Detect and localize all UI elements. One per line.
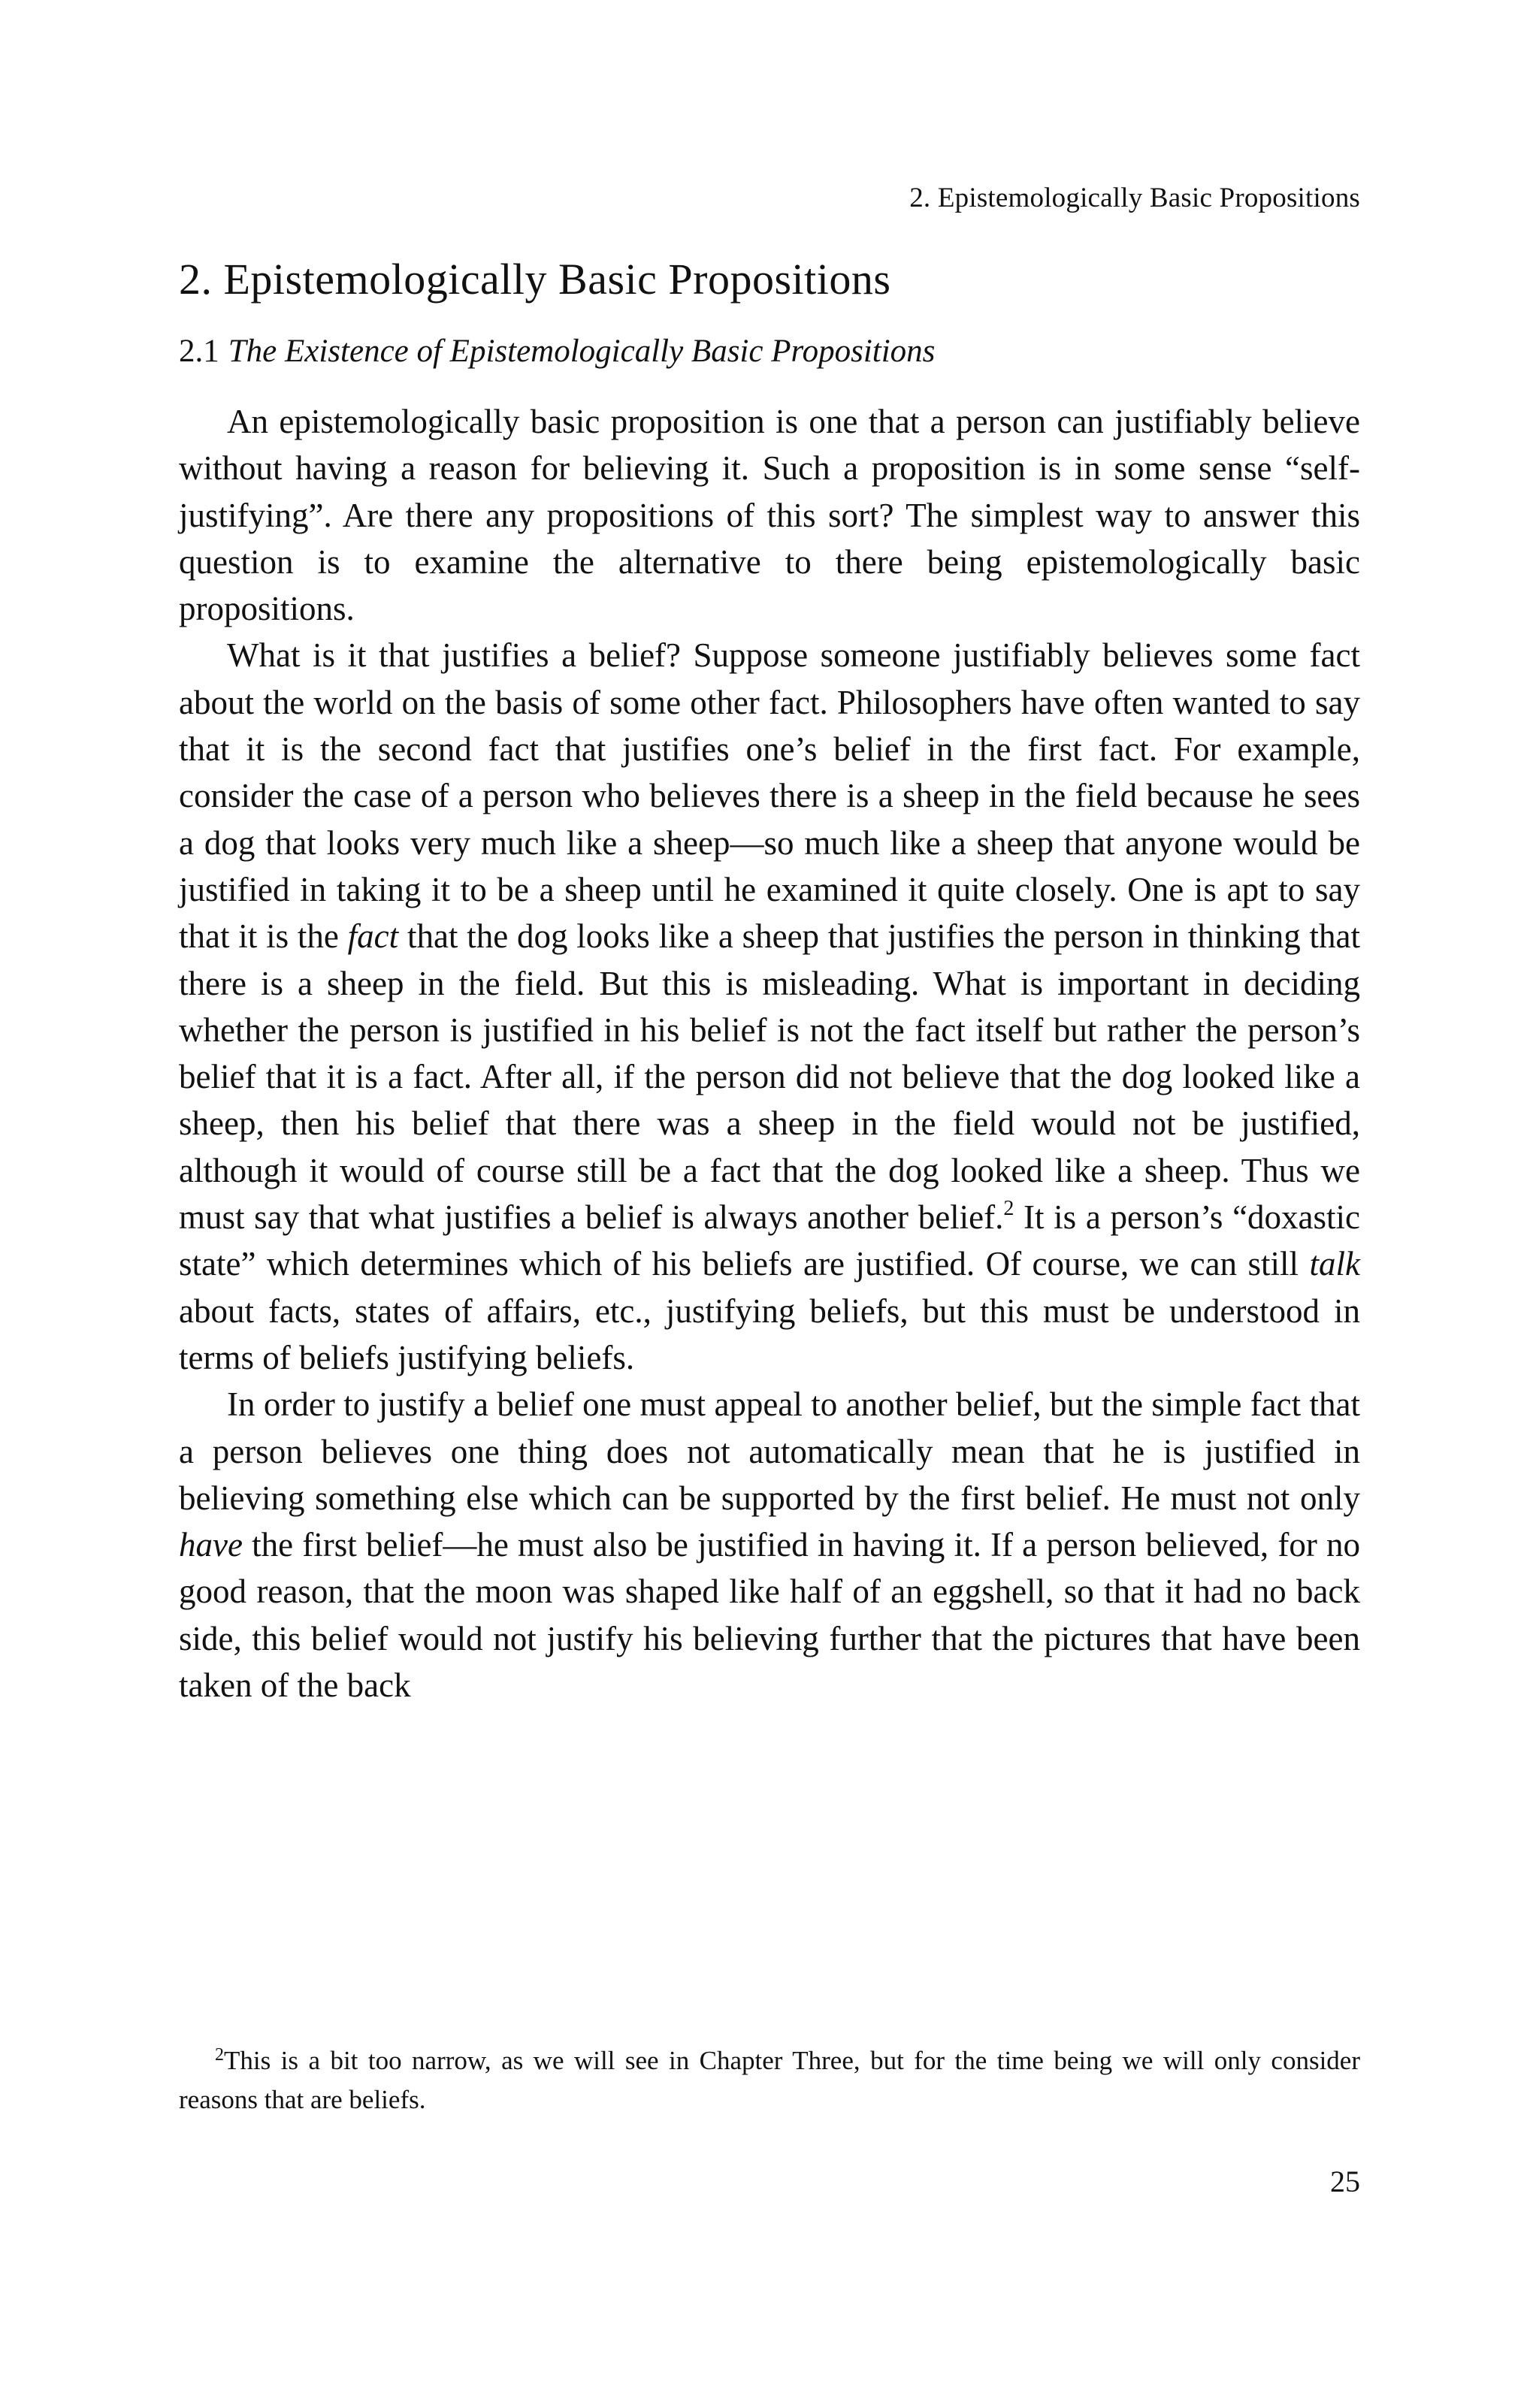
footnote xyxy=(179,2041,1360,2119)
footnote-reference[interactable]: 2 xyxy=(1003,1197,1014,1221)
paragraph-2-text-b: that the dog looks like a sheep that justifies the person in thinking that there is a sheep in the field. But this is misleading. What is important in deciding whether the person is justified in his belief is not the fact itself but rather the person’s belief that it is a fact. After all, if the person did not believe that the dog looked like a sheep, then his belief that there was a sheep in the field would not be justified, although it would of course still be a fact that the dog looked like a sheep. Thus we must say that what justifies a belief is always another belief. xyxy=(179,917,1361,1237)
footnote-paragraph xyxy=(179,2041,1360,2119)
emphasis-fact: fact xyxy=(347,917,399,956)
paragraph-2-text-d: about facts, states of affairs, etc., justifying beliefs, but this must be understood in terms of beliefs justifying beliefs. xyxy=(179,1292,1360,1376)
paragraph-3 xyxy=(179,1381,1360,1709)
subsection-heading xyxy=(179,333,935,370)
footnote-marker: 2 xyxy=(215,2045,224,2065)
subsection-number: 2.1 xyxy=(179,334,219,369)
page-number: 25 xyxy=(1330,2165,1360,2198)
running-header: 2. Epistemologically Basic Propositions xyxy=(909,183,1360,213)
paragraph-1 xyxy=(179,398,1360,632)
emphasis-talk: talk xyxy=(1309,1245,1360,1283)
paragraph-3-text-b: the first belief—he must also be justified in having it. If a person believed, for no good reason, that the moon was shaped like half of an eggshell, so that it had no back side, this belief would not justify his believing further that the pictures that have been taken of the back xyxy=(179,1526,1361,1705)
paragraph-2-text-a: What is it that justifies a belief? Suppose someone justifiably believes some fact about the world on the basis of some other fact. Philosophers have often wanted to say that it is the second fact that justifies one’s belief in the first fact. For example, consider the case of a person who believes there is a sheep in the field because he sees a dog that looks very much like a sheep—so much like a sheep that anyone would be justified in taking it to be a sheep until he examined it quite closely. One is apt to say that it is the xyxy=(179,636,1360,956)
paragraph-2-text-c: It is a person’s “doxastic state” which determines which of his beliefs are justified. Of course, we can still xyxy=(179,1198,1361,1283)
footnote-text: This is a bit too narrow, as we will see in Chapter Three, but for the time being we will only consider reasons that are beliefs. xyxy=(179,2046,1360,2114)
paragraph-1-text: An epistemologically basic proposition is one that a person can justifiably believe without having a reason for believing it. Such a proposition is in some sense “self-justifying”. Are there any propositions of this sort? The simplest way to answer this question is to examine the alternative to there being epistemologically basic propositions. xyxy=(179,403,1360,628)
subsection-title: The Existence of Epistemologically Basic Propositions xyxy=(228,334,936,369)
section-heading: 2. Epistemologically Basic Propositions xyxy=(179,255,891,304)
paragraph-2 xyxy=(179,632,1360,1381)
paragraph-3-text-a: In order to justify a belief one must appeal to another belief, but the simple fact that a person believes one thing does not automatically mean that he is justified in believing something else which can be supported by the first belief. He must not only xyxy=(179,1385,1360,1517)
body-text xyxy=(179,398,1360,1709)
emphasis-have: have xyxy=(179,1526,243,1564)
